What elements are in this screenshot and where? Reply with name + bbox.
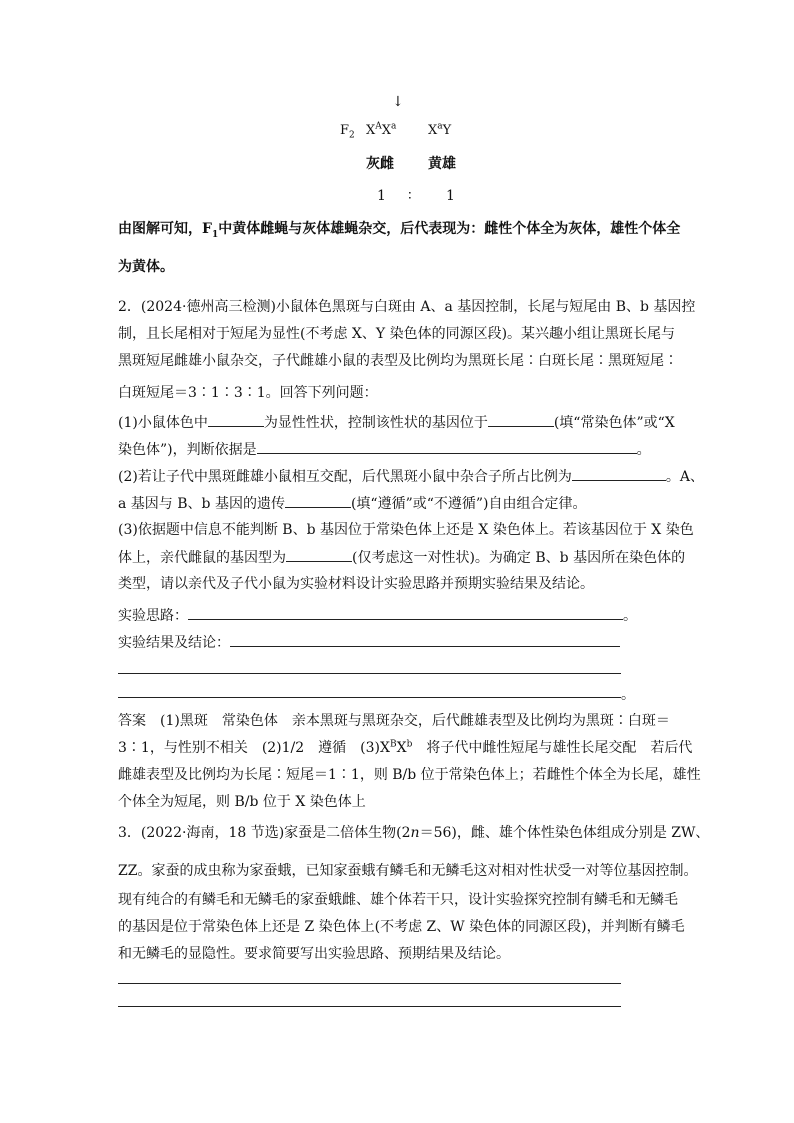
male-y: Y <box>442 123 452 138</box>
q2-sub3-text-c: (仅考虑这一对性状)。为确定 B、b 基因所在染色体的 <box>352 550 686 566</box>
q2-sub1-text-b: 为显性性状，控制该性状的基因位于 <box>263 415 488 431</box>
q2-sub3-line-3: 类型，请以亲代及子代小鼠为实验材料设计实验思路并预期实验结果及结论。 <box>118 576 594 592</box>
answer-blank-basis[interactable] <box>257 439 637 454</box>
answer-text-b: 将子代中雌性短尾与雄性长尾交配 若后代 <box>412 740 693 756</box>
answer-superscript-1: B <box>389 739 397 750</box>
q2-sub2-line-2 <box>118 493 587 514</box>
result-conclusion-label: 实验结果及结论： <box>118 635 230 651</box>
q2-sub2-text-d: (填“遵循”或“不遵循”)自由组合定律。 <box>350 496 587 512</box>
q2-sub2-text-c: a 基因与 B、b 基因的遗传 <box>118 496 285 512</box>
female-x2: X <box>381 123 392 138</box>
answer-line-4: 个体全为短尾，则 B/b 位于 X 染色体上 <box>118 794 366 810</box>
q2-line-2: 制，且长尾相对于短尾为显性(不考虑 X、Y 染色体的同源区段)。某兴趣小组让黑斑长尾与 <box>118 326 676 342</box>
q2-sub2-line-1 <box>118 466 704 487</box>
male-allele: a <box>437 121 443 132</box>
answer-blank-experiment-idea[interactable] <box>188 605 623 620</box>
q2-sub1-text-e: 。 <box>636 442 651 458</box>
summary-subscript: 1 <box>211 229 219 240</box>
answer-line-1: 答案 (1)黑斑 常染色体 亲本黑斑与黑斑杂交，后代雌雄表型及比例均为黑斑∶白斑＝ <box>118 713 670 729</box>
female-x1: X <box>366 123 376 138</box>
male-x: X <box>428 123 438 138</box>
q3-text-a: 3．(2022·海南，18 节选)家蚕是二倍体生物(2 <box>118 825 411 841</box>
cross-arrow: ↓ <box>392 94 404 110</box>
answer-blank-female-genotype[interactable] <box>286 547 352 562</box>
answer-blank-q3-1[interactable] <box>118 983 621 984</box>
q2-sub3-text-b: 体上，亲代雌鼠的基因型为 <box>118 550 286 566</box>
q2-sub1-text-c: (填“常染色体”或“X <box>553 415 675 431</box>
ratio-right: 1 <box>446 188 455 204</box>
answer-blank-q3-2[interactable] <box>118 1006 621 1007</box>
q3-variable-n: n <box>410 825 420 841</box>
result-conclusion-end: 。 <box>621 687 635 703</box>
q2-sub1-text-d: 染色体”)，判断依据是 <box>118 442 257 458</box>
answer-superscript-2: b <box>406 739 413 750</box>
summary-line-2: 为黄体。 <box>118 259 174 275</box>
answer-blank-dominant-trait[interactable] <box>208 412 264 427</box>
summary-line-1 <box>118 219 680 239</box>
q2-line-3: 黑斑短尾雌雄小鼠杂交，子代雌雄小鼠的表型及比例均为黑斑长尾∶白斑长尾∶黑斑短尾∶ <box>118 353 678 369</box>
q2-sub3-line-1: (3)依据题中信息不能判断 B、b 基因位于常染色体上还是 X 染色体上。若该基因位于 X 染色 <box>118 522 694 538</box>
answer-line-3: 雌雄表型及比例均为长尾∶短尾＝1∶1，则 B/b 位于常染色体上；若雌性个体全为长尾，雄性 <box>118 767 701 783</box>
generation-label <box>340 123 355 141</box>
q3-line-4: 的基因是位于常染色体上还是 Z 染色体上(不考虑 Z、W 染色体的同源区段)，并判断有鳞毛 <box>118 919 685 935</box>
experiment-idea-end: 。 <box>623 608 637 624</box>
female-genotype <box>366 123 396 138</box>
q3-text-b: ＝56)，雌、雄个体性染色体组成分别是 ZW、 <box>419 825 710 841</box>
summary-text-a: 由图解可知，F <box>118 221 212 237</box>
generation-letter: F <box>340 123 350 138</box>
answer-blank-follow-law[interactable] <box>285 493 351 508</box>
ratio-left: 1 <box>377 188 386 204</box>
experiment-idea-line <box>118 605 637 626</box>
male-genotype <box>428 123 451 138</box>
q3-line-5: 和无鳞毛的显隐性。要求简要写出实验思路、预期结果及结论。 <box>118 946 510 962</box>
ratio-separator: ∶ <box>408 188 412 204</box>
q2-line-1: 2．(2024·德州高三检测)小鼠体色黑斑与白斑由 A、a 基因控制，长尾与短尾由 B、b 基因控 <box>118 299 696 315</box>
q2-sub1-line-1 <box>118 412 675 433</box>
q2-sub2-text-b: 。A、 <box>665 469 704 485</box>
answer-line-2 <box>118 738 692 758</box>
answer-blank-heterozygote-ratio[interactable] <box>572 466 666 481</box>
experiment-idea-label: 实验思路： <box>118 608 188 624</box>
summary-text-b: 中黄体雌蝇与灰体雄蝇杂交，后代表现为：雌性个体全为灰体，雄性个体全 <box>218 221 681 237</box>
answer-blank-result-2[interactable] <box>118 673 621 674</box>
answer-x: X <box>396 740 407 756</box>
q2-sub1-line-2 <box>118 439 651 460</box>
q3-line-3: 现有纯合的有鳞毛和无鳞毛的家蚕蛾雌、雄个体若干只，设计实验探究控制有鳞毛和无鳞毛 <box>118 892 678 908</box>
q2-sub1-text-a: (1)小鼠体色中 <box>118 415 208 431</box>
female-allele2: a <box>391 121 397 132</box>
q3-line-1 <box>118 823 709 843</box>
q2-line-4: 白斑短尾＝3∶1∶3∶1。回答下列问题： <box>118 385 378 401</box>
q3-line-2: ZZ。家蚕的成虫称为家蚕蛾，已知家蚕蛾有鳞毛和无鳞毛这对相对性状受一对等位基因控制。 <box>118 863 698 879</box>
q2-sub3-line-2 <box>118 547 685 568</box>
answer-blank-result-3[interactable] <box>118 697 621 698</box>
result-conclusion-line <box>118 632 620 653</box>
female-phenotype: 灰雌 <box>366 156 394 172</box>
answer-text-a: 3∶1，与性别不相关 (2)1/2 遵循 (3)X <box>118 740 390 756</box>
female-allele1: A <box>375 121 382 132</box>
answer-blank-result-1[interactable] <box>230 632 620 647</box>
male-phenotype: 黄雄 <box>428 156 456 172</box>
generation-subscript: 2 <box>349 130 355 141</box>
answer-blank-chromosome[interactable] <box>488 412 554 427</box>
q2-sub2-text-a: (2)若让子代中黑斑雌雄小鼠相互交配，后代黑斑小鼠中杂合子所占比例为 <box>118 469 572 485</box>
